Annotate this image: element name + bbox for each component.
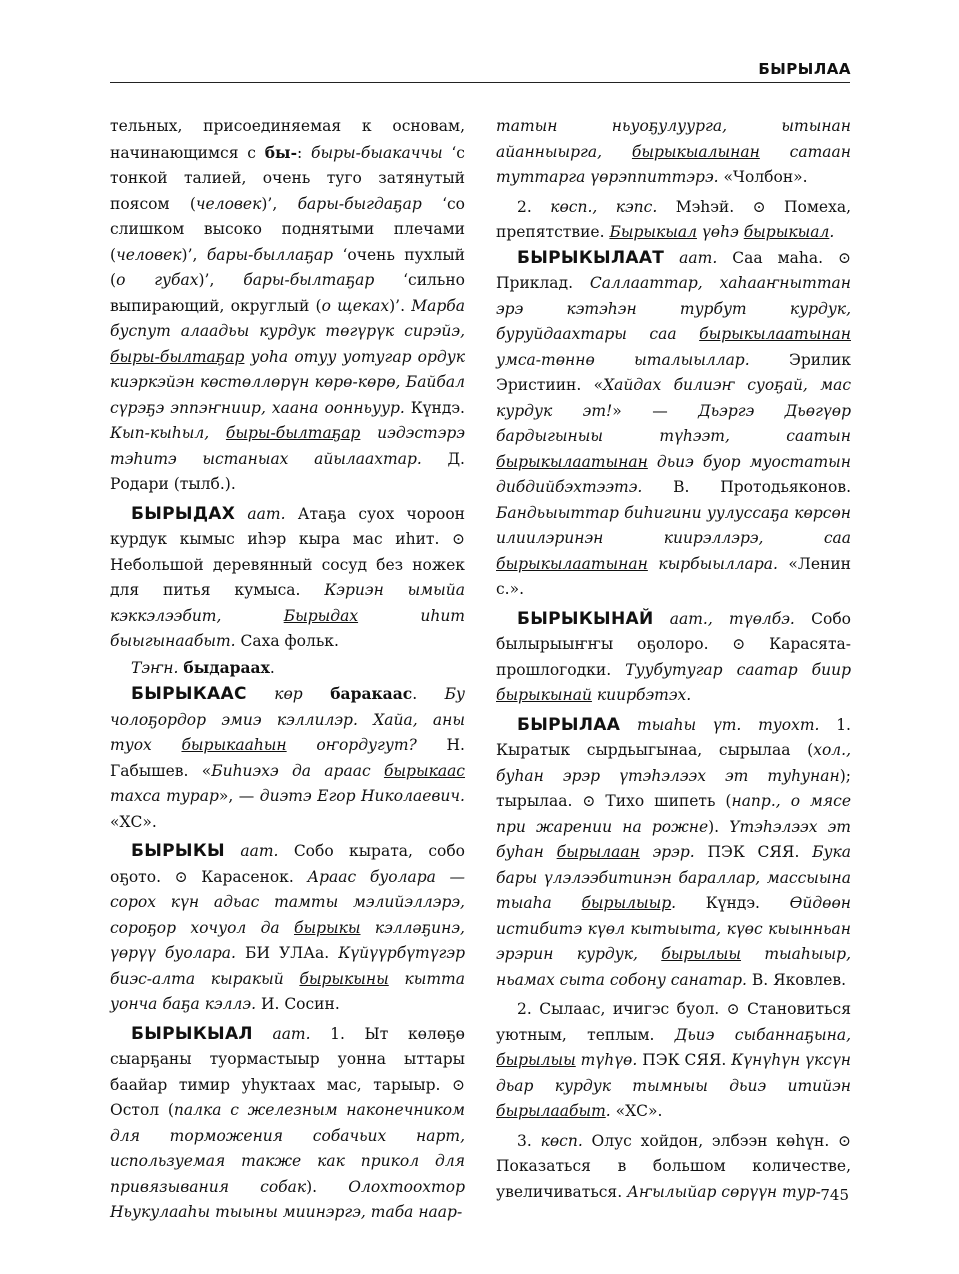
- italic-run: о губах: [116, 271, 199, 289]
- italic-run: Дьиэ сыбаннаҕына,: [674, 1025, 851, 1044]
- text-run: [235, 505, 247, 523]
- underlined-example-run: бырыкыалынан: [631, 142, 760, 161]
- italic-run: Саллааттар, хаһааҥныттан эрэ кэтэһэн турбут курдук, буруйдаахтары саа: [496, 274, 851, 343]
- text-run: Н. Габышев. «: [110, 736, 465, 780]
- italic-run: Бу чолоҕордор эмиэ кэллилэр. Хайа, аны туох: [110, 685, 465, 754]
- italic-run: Дьэргэ Дьөгүөр бардыгыныы түһээт, саатын: [496, 401, 852, 445]
- underlined-example-run: бырылаан: [556, 843, 640, 861]
- italic-run: киирбэтэх.: [591, 686, 692, 704]
- text-run: «Чолбон».: [718, 168, 808, 186]
- italic-run: быры-быакаччы: [311, 143, 443, 162]
- italic-run: Олохтоохтор Ньукулааһы тыыны миинэргэ, таба наар-: [110, 1177, 465, 1221]
- text-run: [664, 249, 679, 267]
- entry-paragraph: [110, 1022, 465, 1226]
- italic-run: Тэҥн.: [131, 658, 179, 677]
- italic-run: тахса турар: [110, 787, 219, 805]
- bold-run: бы-: [264, 142, 297, 162]
- italic-run: человек: [195, 194, 262, 213]
- italic-run: палка с железным наконечником для торможения собачьих нарт, используемая также как прикол для привязывания собак: [110, 1101, 465, 1196]
- text-run: ‘с тонкой талией, очень туго затянутый поясом (: [110, 143, 465, 213]
- text-run: ).: [306, 1177, 349, 1196]
- text-run: ‘со слишком высоко поднятыми плечами (: [110, 194, 466, 264]
- italic-run: көсп., кэпс.: [550, 197, 658, 216]
- italic-run: оҥордугут?: [286, 736, 417, 754]
- entry-paragraph: [110, 655, 465, 682]
- italic-run: Марба буспут алаадьы курдук төгүрүк сирэйэ,: [110, 296, 465, 340]
- text-run: )’,: [261, 194, 298, 213]
- entry-paragraph: [110, 502, 465, 655]
- text-run: [653, 610, 669, 628]
- text-run: В. Яковлев.: [746, 970, 847, 989]
- headword: БЫРЫКЫАЛ: [131, 1023, 253, 1044]
- text-run: 1. Ыт көлөҕө сыарҕаны туормастыыр уонна ыттары баайар тимир уһуктаах мас, тарыыр. ⊙ Остол (: [110, 1024, 466, 1119]
- text-run: 1. Кыратык сырдьыгынаа, сырылаа (: [496, 715, 851, 759]
- right-column: [496, 114, 851, 1205]
- italic-run: человек: [116, 245, 182, 264]
- italic-run: Үтэһэлээх эт буһан: [496, 817, 851, 861]
- italic-run: хол., буһан эрэр үтэһэлээх эт туһунан: [496, 741, 851, 785]
- text-run: 3.: [517, 1131, 541, 1150]
- text-run: 2. Сылаас, ичигэс буол. ⊙ Становиться уютным, теплым.: [496, 1000, 851, 1044]
- italic-run: Өйдөөн истибитэ күөл кытыыта, күөс кыынньан эрэрин курдук,: [496, 894, 852, 963]
- text-run: ).: [708, 817, 730, 836]
- headword: БЫРЫДАХ: [131, 503, 236, 524]
- text-run: », —: [218, 787, 260, 805]
- running-header: БЫРЫЛАА: [758, 60, 851, 78]
- italic-run: көсп.: [540, 1131, 583, 1150]
- underlined-example-run: бырыкыны: [299, 969, 389, 988]
- text-run: «ХС».: [610, 1102, 663, 1120]
- headword: БЫРЫКААС: [131, 684, 247, 704]
- italic-run: Аҥылыйар сөрүүн тур-: [627, 1182, 821, 1201]
- italic-run: иэдэстэрэ тэһитэ ыстаныах айылаахтар.: [110, 424, 465, 468]
- underlined-example-run: бырыкылаатынан: [496, 452, 648, 471]
- text-run: Эрилик Эристиин. «: [496, 350, 851, 394]
- italic-run: Хайдах билиэҥ суоҕай, мас курдук эт!: [496, 376, 851, 420]
- text-run: Собо былырыыҥҥы оҕолоро. ⊙ Карасята-прошлогодки.: [496, 609, 851, 679]
- headword: БЫРЫЛАА: [517, 714, 621, 735]
- text-run: .: [269, 658, 275, 677]
- italic-run: .: [829, 223, 835, 241]
- underlined-example-run: бырылаабыт: [496, 1102, 606, 1120]
- italic-run: аат.: [272, 1024, 311, 1043]
- italic-run: аат., түөлбэ.: [669, 609, 795, 628]
- underlined-example-run: быры-былтаҕар: [110, 347, 245, 366]
- italic-run: кытта уонча баҕа кэллэ.: [110, 969, 465, 1013]
- underlined-example-run: бырыкааһын: [181, 736, 287, 754]
- italic-run: Биһиэхэ да араас: [211, 761, 384, 780]
- entry-paragraph: [110, 114, 465, 498]
- text-run: [225, 842, 240, 860]
- entry-paragraph: [496, 246, 851, 603]
- italic-run: үөһэ: [697, 223, 744, 241]
- underlined-example-run: бырыкынай: [496, 686, 592, 704]
- underlined-example-run: бырылыы: [661, 945, 742, 963]
- text-run: тельных, присоединяемая к основам, начинающимся с: [110, 117, 465, 162]
- text-run: ‘сильно выпирающий, округлый (: [110, 271, 466, 315]
- italic-run: Кэриэн ымыйа кэккэлээбит,: [110, 581, 465, 625]
- underlined-example-run: Бырыкыал: [609, 223, 698, 241]
- underlined-example-run: бырыкы: [293, 918, 361, 937]
- italic-run: о щеках: [321, 296, 390, 315]
- text-run: :: [297, 143, 311, 162]
- text-run: [303, 685, 330, 703]
- text-run: БИ УЛАа.: [235, 944, 339, 962]
- text-run: ‘очень пухлый (: [110, 245, 465, 289]
- text-run: » —: [612, 401, 699, 420]
- bold-run: быдараах: [183, 657, 270, 677]
- text-run: )’,: [198, 271, 244, 289]
- italic-run: Кып-кыһыл,: [110, 424, 226, 442]
- italic-run: көр: [274, 685, 303, 703]
- entry-paragraph: [496, 607, 851, 709]
- text-run: 2.: [517, 197, 551, 216]
- italic-run: түһүө.: [575, 1051, 638, 1069]
- italic-run: аат.: [240, 842, 279, 860]
- italic-run: уоһа отуу уотугар ордук киэркэйэн көстөллөрүн көрө-көрө, Байбал сүрэҕэ эппэҥниир, хаана оонньуур.: [110, 347, 465, 417]
- italic-run: аат.: [247, 504, 286, 523]
- headword: БЫРЫКЫЛААТ: [517, 247, 665, 268]
- italic-run: Бука бары үлэлээбитинэн бараллар, массыына тыаһа: [496, 843, 851, 912]
- headword: БЫРЫКЫ: [131, 841, 225, 861]
- text-run: Күндэ.: [676, 894, 790, 912]
- entry-paragraph: [496, 997, 851, 1125]
- text-run: ПЭК СЯЯ.: [694, 843, 813, 861]
- text-run: Күндэ.: [404, 398, 465, 417]
- text-run: Олус хойдон, элбээн көһүн. ⊙ Показаться в большом количестве, увеличиваться.: [496, 1131, 851, 1201]
- italic-run: сатаан туттарга үөрэппиттэрэ.: [496, 142, 851, 186]
- underlined-example-run: бырылыы: [496, 1051, 576, 1069]
- italic-run: Араас буолара — сорох күн адьас тамты мэлийэллэрэ, сороҕор хочуол да: [110, 867, 466, 937]
- text-run: [620, 716, 637, 734]
- italic-run: эрэр.: [639, 843, 695, 861]
- page-number: 745: [820, 1186, 849, 1204]
- text-run: .: [412, 685, 445, 703]
- entry-paragraph: [496, 195, 851, 246]
- italic-run: Күнүһүн үксүн дьар курдук тымныы дьиэ итийэн: [496, 1051, 852, 1095]
- entry-paragraph: [496, 114, 851, 191]
- text-run: )’.: [389, 296, 412, 315]
- underlined-example-run: бырыкылаатынан: [496, 554, 648, 573]
- italic-run: бары-быллаҕар: [206, 245, 334, 264]
- entry-paragraph: [110, 681, 465, 835]
- italic-run: тыаһы үт. туохт.: [636, 715, 820, 734]
- italic-run: Күйүүрбүтүгэр биэс-алта кыракый: [110, 944, 465, 988]
- italic-run: дьиэ буор муостатын дибдийбэхтээтэ.: [496, 452, 851, 496]
- italic-run: аат.: [679, 248, 718, 267]
- text-run: Саха фольк.: [235, 632, 339, 650]
- headword: БЫРЫКЫНАЙ: [517, 608, 654, 629]
- italic-run: Туубутугар саатар биир: [625, 660, 852, 679]
- italic-run: кырбыыллара.: [647, 554, 778, 573]
- text-run: Атаҕа суох чороон курдук кымыс иһэр кыра мас иһит. ⊙ Небольшой деревянный сосуд без ножек для питья кумыса.: [110, 504, 465, 599]
- italic-run: кэлләҕинэ, үөрүү буолара.: [110, 918, 465, 962]
- underlined-example-run: Бырыдах: [283, 606, 359, 625]
- text-run: И. Сосин.: [256, 995, 340, 1013]
- italic-run: напр., о мясе при жарении на рожне: [496, 792, 851, 836]
- underlined-example-run: бырыкыал: [743, 223, 830, 241]
- entry-paragraph: [110, 839, 465, 1018]
- text-run: )’,: [181, 245, 207, 264]
- text-run: Мэһэй. ⊙ Помеха, препятствие.: [496, 197, 852, 241]
- text-run: [247, 685, 274, 703]
- italic-run: бары-быгдаҕар: [297, 194, 422, 213]
- left-column: [110, 114, 465, 1226]
- entry-paragraph: [496, 713, 851, 994]
- text-run: ); тырылаа. ⊙ Тихо шипеть (: [496, 766, 851, 810]
- entry-paragraph: [496, 1129, 851, 1206]
- underlined-example-run: бырыкылаатынан: [699, 325, 851, 343]
- text-run: ПЭК СЯЯ.: [637, 1051, 732, 1069]
- italic-run: диэтэ Егор Николаевич.: [259, 787, 465, 805]
- italic-run: .: [671, 894, 677, 912]
- text-run: Собо кырата, собо оҕото. ⊙ Карасенок.: [110, 842, 465, 886]
- text-run: Саа маһа. ⊙ Приклад.: [496, 248, 851, 292]
- italic-run: Бандьыыттар биһигини уулуссаҕа көрсөн илиилэринэн киирэллэрэ, саа: [496, 503, 851, 547]
- underlined-example-run: быры-былтаҕар: [225, 424, 361, 442]
- bold-run: баракаас: [330, 684, 413, 703]
- text-run: [253, 1025, 273, 1043]
- text-run: Д. Родари (тылб.).: [110, 449, 465, 493]
- italic-run: умса-төннө ыталыыллар.: [496, 350, 750, 369]
- text-run: «Ленин с.».: [496, 554, 851, 598]
- text-run: В. Протодьяконов.: [642, 478, 851, 496]
- italic-run: бары-былтаҕар: [243, 271, 375, 289]
- text-run: «ХС».: [110, 812, 157, 831]
- underlined-example-run: бырыкаас: [383, 761, 465, 780]
- italic-run: тыаһыыр, ньамах сыта собону санатар.: [496, 945, 852, 989]
- italic-run: татын ньуоҕулуурга, ытынан айанныырга,: [496, 117, 851, 161]
- italic-run: иһит быыгынаабыт.: [110, 606, 465, 650]
- underlined-example-run: бырылыыр: [581, 894, 672, 912]
- header-rule: [110, 82, 850, 83]
- italic-run: .: [605, 1102, 611, 1120]
